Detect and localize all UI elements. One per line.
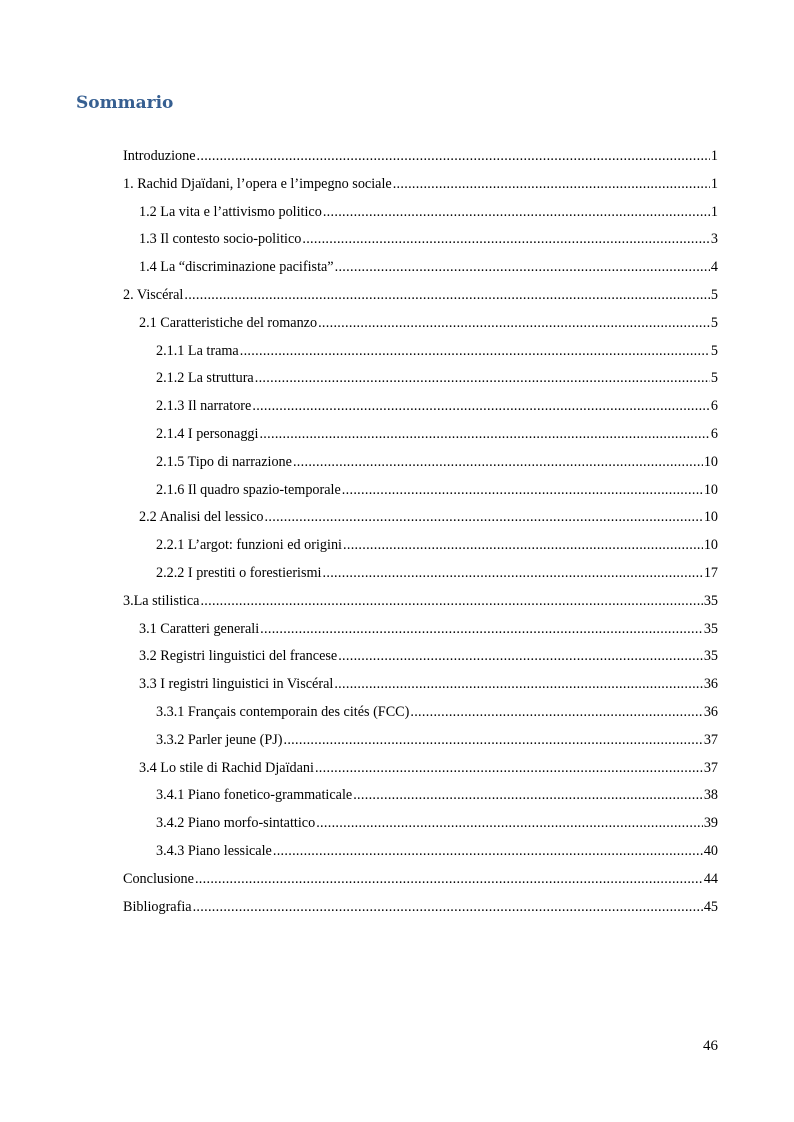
toc-dot-leader bbox=[240, 338, 710, 366]
toc-entry-title: 2.1.5 Tipo di narrazione bbox=[156, 453, 292, 470]
toc-entry-title: Conclusione bbox=[123, 870, 194, 887]
toc-entry-page: 37 bbox=[703, 731, 718, 748]
toc-entry-page: 40 bbox=[703, 842, 718, 859]
toc-entry-title: 1.2 La vita e l’attivismo politico bbox=[139, 203, 322, 220]
toc-entry-title: 3.4 Lo stile di Rachid Djaïdani bbox=[139, 759, 314, 776]
toc-entry[interactable] bbox=[123, 421, 718, 449]
toc-entry[interactable] bbox=[123, 365, 718, 393]
toc-entry-page: 44 bbox=[703, 870, 718, 887]
toc-dot-leader bbox=[318, 310, 710, 338]
toc-entry-title: 3.3.1 Français contemporain des cités (FCC) bbox=[156, 703, 410, 720]
toc-entry-page: 6 bbox=[710, 425, 718, 442]
toc-entry-title: 2.2 Analisi del lessico bbox=[139, 509, 264, 526]
toc-entry[interactable] bbox=[123, 338, 718, 366]
toc-entry-page: 39 bbox=[703, 815, 718, 832]
toc-entry[interactable] bbox=[123, 393, 718, 421]
toc-entry[interactable] bbox=[123, 671, 718, 699]
toc-dot-leader bbox=[353, 782, 703, 810]
toc-dot-leader bbox=[195, 866, 703, 894]
toc-entry-title: 3.1 Caratteri generali bbox=[139, 620, 260, 637]
toc-dot-leader bbox=[197, 143, 710, 171]
toc-entry-title: 3.3.2 Parler jeune (PJ) bbox=[156, 731, 283, 748]
toc-entry[interactable] bbox=[123, 894, 718, 922]
toc-entry-title: 3.2 Registri linguistici del francese bbox=[139, 648, 338, 665]
toc-entry-page: 5 bbox=[710, 342, 718, 359]
toc-dot-leader bbox=[323, 560, 703, 588]
toc-entry-title: 3.3 I registri linguistici in Viscéral bbox=[139, 676, 334, 693]
toc-title: Sommario bbox=[76, 93, 174, 113]
toc-dot-leader bbox=[193, 894, 703, 922]
toc-entry-title: 2.1.1 La trama bbox=[156, 342, 239, 359]
toc-entry-title: 2.1 Caratteristiche del romanzo bbox=[139, 314, 318, 331]
toc-entry-title: 2.1.2 La struttura bbox=[156, 370, 254, 387]
toc-entry-title: 1.4 La “discriminazione pacifista” bbox=[139, 259, 334, 276]
toc-entry-title: 3.La stilistica bbox=[123, 592, 200, 609]
toc-entry-title: Introduzione bbox=[123, 148, 196, 164]
toc-dot-leader bbox=[316, 810, 703, 838]
toc-dot-leader bbox=[410, 699, 702, 727]
toc-entry[interactable] bbox=[123, 588, 718, 616]
toc-dot-leader bbox=[393, 171, 710, 199]
toc-entry[interactable] bbox=[123, 643, 718, 671]
page-number: 46 bbox=[703, 1038, 718, 1054]
toc-entry-title: 3.4.3 Piano lessicale bbox=[156, 842, 272, 859]
toc-entry-title: 1. Rachid Djaïdani, l’opera e l’impegno sociale bbox=[123, 175, 392, 192]
toc-dot-leader bbox=[343, 532, 703, 560]
toc-dot-leader bbox=[338, 643, 703, 671]
toc-entry[interactable] bbox=[123, 532, 718, 560]
toc-entry-title: 1.3 Il contesto socio-politico bbox=[139, 231, 302, 248]
toc-entry[interactable] bbox=[123, 755, 718, 783]
toc-entry[interactable] bbox=[123, 560, 718, 588]
toc-entry[interactable] bbox=[123, 866, 718, 894]
toc-entry-title: 3.4.1 Piano fonetico-grammaticale bbox=[156, 787, 353, 804]
toc-entry[interactable] bbox=[123, 782, 718, 810]
toc-entry-page: 36 bbox=[703, 676, 718, 693]
toc-entry[interactable] bbox=[123, 477, 718, 505]
toc-entry[interactable] bbox=[123, 199, 718, 227]
toc-entry-page: 10 bbox=[703, 453, 718, 470]
toc-entry[interactable] bbox=[123, 810, 718, 838]
toc-dot-leader bbox=[315, 755, 703, 783]
toc-dot-leader bbox=[260, 616, 703, 644]
toc-entry[interactable] bbox=[123, 504, 718, 532]
toc-entry-page: 4 bbox=[710, 259, 718, 276]
toc-dot-leader bbox=[293, 449, 703, 477]
toc-dot-leader bbox=[335, 254, 710, 282]
toc-entry-page: 3 bbox=[710, 231, 718, 248]
toc-dot-leader bbox=[342, 477, 703, 505]
toc-entry-title: 2.1.6 Il quadro spazio-temporale bbox=[156, 481, 341, 498]
toc-entry[interactable] bbox=[123, 171, 718, 199]
toc-entry-page: 36 bbox=[703, 703, 718, 720]
toc-entry-title: 2.1.4 I personaggi bbox=[156, 425, 259, 442]
toc-dot-leader bbox=[334, 671, 702, 699]
toc-entry-page: 5 bbox=[710, 314, 718, 331]
toc-entry-page: 10 bbox=[703, 509, 718, 526]
toc-entry-page: 5 bbox=[710, 286, 718, 303]
toc-entry-page: 10 bbox=[703, 481, 718, 498]
toc-entry[interactable] bbox=[123, 449, 718, 477]
toc-entry[interactable] bbox=[123, 254, 718, 282]
toc-entry-title: 2. Viscéral bbox=[123, 286, 184, 303]
toc-entry-page: 6 bbox=[710, 398, 718, 415]
toc-entry-title: 3.4.2 Piano morfo-sintattico bbox=[156, 815, 316, 832]
toc-entry-page: 5 bbox=[710, 370, 718, 387]
toc-entry[interactable] bbox=[123, 226, 718, 254]
toc-entry-page: 10 bbox=[703, 537, 718, 554]
toc-entry-title: 2.2.1 L’argot: funzioni ed origini bbox=[156, 537, 342, 554]
toc-entry-page: 35 bbox=[703, 592, 718, 609]
toc-entry[interactable] bbox=[123, 310, 718, 338]
toc-entry-page: 17 bbox=[703, 564, 718, 581]
toc-dot-leader bbox=[255, 365, 710, 393]
toc-entry[interactable] bbox=[123, 282, 718, 310]
toc-dot-leader bbox=[302, 226, 710, 254]
table-of-contents bbox=[123, 143, 718, 921]
toc-entry[interactable] bbox=[123, 838, 718, 866]
toc-entry[interactable] bbox=[123, 143, 718, 171]
toc-entry[interactable] bbox=[123, 616, 718, 644]
toc-entry-page: 45 bbox=[703, 898, 718, 915]
toc-entry-page: 38 bbox=[703, 787, 718, 804]
toc-entry[interactable] bbox=[123, 699, 718, 727]
toc-entry-page: 37 bbox=[703, 759, 718, 776]
toc-entry-page: 1 bbox=[710, 203, 718, 220]
toc-entry-page: 1 bbox=[710, 175, 718, 192]
toc-entry-title: 2.1.3 Il narratore bbox=[156, 398, 252, 415]
toc-dot-leader bbox=[184, 282, 710, 310]
toc-dot-leader bbox=[200, 588, 702, 616]
toc-dot-leader bbox=[265, 504, 703, 532]
toc-dot-leader bbox=[283, 727, 702, 755]
toc-dot-leader bbox=[273, 838, 703, 866]
toc-entry-page: 1 bbox=[710, 148, 718, 164]
toc-entry[interactable] bbox=[123, 727, 718, 755]
toc-entry-title: Bibliografia bbox=[123, 898, 192, 915]
toc-dot-leader bbox=[259, 421, 709, 449]
toc-entry-page: 35 bbox=[703, 620, 718, 637]
toc-dot-leader bbox=[252, 393, 710, 421]
toc-entry-title: 2.2.2 I prestiti o forestierismi bbox=[156, 564, 322, 581]
toc-dot-leader bbox=[323, 199, 710, 227]
toc-entry-page: 35 bbox=[703, 648, 718, 665]
